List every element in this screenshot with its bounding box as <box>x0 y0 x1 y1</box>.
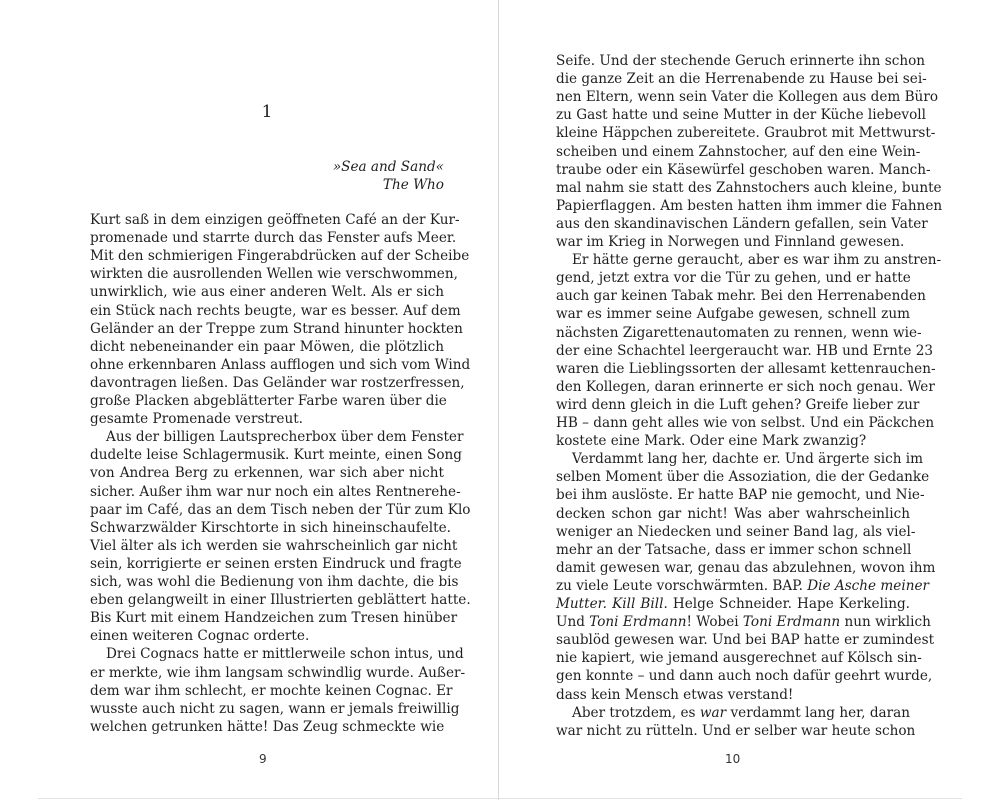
text-line: waren die Lieblingssorten der allesamt kettenrauchen- <box>556 360 936 377</box>
text-line: unwirklich, wie aus einer anderen Welt. Als er sich <box>90 284 444 301</box>
text-line: sicher. Außer ihm war nur noch ein altes Rentnerehe- <box>90 483 461 500</box>
text-line: zu Gast hatte und seine Mutter in der Küche liebevoll <box>556 107 926 124</box>
text-line: aus den skandinavischen Ländern gefallen, sein Vater <box>556 215 928 232</box>
text-line: promenade und starrte durch das Fenster aufs Meer. <box>90 230 457 247</box>
text-line: mal nahm sie statt des Zahnstochers auch kleine, bunte <box>556 179 942 196</box>
right-page <box>501 0 1000 800</box>
text-line: eben gelangweilt in einer Illustrierten geblättert hatte. <box>90 592 471 609</box>
text-line: Verdammt lang her, dachte er. Und ärgerte sich im <box>572 451 924 468</box>
text-line: HB – dann geht alles wie von selbst. Und ein Päckchen <box>556 415 935 431</box>
text-line: große Placken abgeblätterter Farbe waren über die <box>90 393 447 409</box>
text-line: sein, korrigierte er seinen ersten Eindruck und fragte <box>90 555 462 572</box>
text-line: nie kapiert, wie jemand ausgerechnet auf Kölsch sin- <box>556 650 922 667</box>
text-line: Er hätte gerne geraucht, aber es war ihm zu anstren- <box>572 252 942 269</box>
text-line: Aber trotzdem, es war verdammt lang her, daran <box>572 704 910 721</box>
text-line: einen weiteren Cognac orderte. <box>90 628 310 645</box>
text-line: davontragen ließen. Das Geländer war rostzerfressen, <box>90 374 465 391</box>
text-line: wusste auch nicht zu sagen, wann er jemals freiwillig <box>90 700 460 717</box>
text-line: saublöd gewesen war. Und bei BAP hatte er zumindest <box>556 632 935 649</box>
text-line: war es immer seine Aufgabe gewesen, schnell zum <box>556 306 910 323</box>
text-line: war im Krieg in Norwegen und Finnland gewesen. <box>556 234 905 250</box>
epigraph-title: »Sea and Sand« <box>332 159 444 175</box>
text-line: den Kollegen, daran erinnerte er sich noch genau. Wer <box>556 378 935 395</box>
text-line: Kurt saß in dem einzigen geöffneten Café an der Kur- <box>90 212 460 228</box>
text-line: dem war ihm schlecht, er mochte keinen Cognac. Er <box>90 682 453 699</box>
text-line: dicht nebeneinander ein paar Möwen, die plötzlich <box>90 338 444 355</box>
text-line: Aus der billigen Lautsprecherbox über dem Fenster <box>106 429 464 446</box>
page-number-left: 9 <box>259 752 267 766</box>
text-line: kostete eine Mark. Oder eine Mark zwanzig? <box>556 433 867 450</box>
text-line: paar im Café, das an dem Tisch neben der Tür zum Klo <box>90 501 471 518</box>
text-line: ohne erkennbaren Anlass aufflogen und sich vom Wind <box>90 356 471 373</box>
text-line: zu viele Leute vorschwärmten. BAP. Die Asche meiner <box>556 577 929 594</box>
text-line: Und Toni Erdmann! Wobei Toni Erdmann nun wirklich <box>556 614 931 631</box>
text-line: dass kein Mensch etwas verstand! <box>556 686 794 703</box>
page-number-right: 10 <box>725 752 741 766</box>
chapter-number: 1 <box>261 102 273 122</box>
text-line: nen Eltern, wenn sein Vater die Kollegen aus dem Büro <box>556 89 938 106</box>
text-line: nächsten Zigarettenautomaten zu rennen, wenn wie- <box>556 324 922 341</box>
text-line: traube oder ein Käsewürfel geschoben waren. Manch- <box>556 161 931 178</box>
text-line: welchen getrunken hätte! Das Zeug schmeckte wie <box>90 718 445 735</box>
page-gutter <box>498 0 499 800</box>
text-line: bei ihm auslöste. Er hatte BAP nie gemocht, und Nie- <box>556 487 925 504</box>
text-line: ein Stück nach rechts beugte, war es besser. Auf dem <box>90 302 461 319</box>
text-line: gesamte Promenade verstreut. <box>90 411 303 428</box>
text-line: Geländer an der Treppe zum Strand hinunter hockten <box>90 320 463 337</box>
text-line: war nicht zu rütteln. Und er selber war heute schon <box>556 722 916 739</box>
text-line: scheiben und einem Zahnstocher, auf den eine Wein- <box>556 143 921 160</box>
text-line: wird denn gleich in die Luft gehen? Greife lieber zur <box>556 396 920 413</box>
text-line: dudelte leise Schlagermusik. Kurt meinte, einen Song <box>90 447 462 464</box>
text-line: der eine Schachtel leergeraucht war. HB und Ernte 23 <box>556 342 933 359</box>
left-page <box>0 0 498 800</box>
text-line: decken schon gar nicht! Was aber wahrscheinlich <box>556 505 910 522</box>
text-line: gend, jetzt extra vor die Tür zu gehen, und er hatte <box>556 270 911 287</box>
text-line: weniger an Niedecken und seiner Band lag, als viel- <box>556 523 916 540</box>
text-line: Schwarzwälder Kirschtorte in sich hineinschaufelte. <box>90 519 451 536</box>
text-line: wirkten die ausrollenden Wellen wie verschwommen, <box>90 266 458 283</box>
text-line: er merkte, wie ihm langsam schwindlig wurde. Außer- <box>90 664 466 681</box>
text-line: selben Moment über die Assoziation, die der Gedanke <box>556 469 930 486</box>
bottom-rule <box>38 798 962 799</box>
text-line: die ganze Zeit an die Herrenabende zu Hause bei sei- <box>556 71 927 88</box>
text-line: auch gar keinen Tabak mehr. Bei den Herrenabenden <box>556 288 926 305</box>
text-line: Mutter. Kill Bill. Helge Schneider. Hape Kerkeling. <box>556 596 910 612</box>
text-line: Seife. Und der stechende Geruch erinnerte ihn schon <box>556 53 926 69</box>
text-line: von Andrea Berg zu erkennen, war sich aber nicht <box>90 465 444 482</box>
epigraph-author: The Who <box>382 177 444 193</box>
text-line: Mit den schmierigen Fingerabdrücken auf der Scheibe <box>90 248 470 265</box>
text-line: Drei Cognacs hatte er mittlerweile schon intus, und <box>106 646 464 663</box>
text-line: Viel älter als ich werden sie wahrscheinlich gar nicht <box>90 537 458 554</box>
text-line: gen konnte – und dann auch noch dafür geehrt wurde, <box>556 668 933 685</box>
text-line: damit gewesen war, genau das abzulehnen, wovon ihm <box>556 559 936 576</box>
text-line: sich, was wohl die Bedienung von ihm dachte, die bis <box>90 574 459 590</box>
text-line: mehr an der Tatsache, dass er immer schon schnell <box>556 541 912 558</box>
text-line: Bis Kurt mit einem Handzeichen zum Tresen hinüber <box>90 610 458 627</box>
text-line: kleine Häppchen zubereitete. Graubrot mit Mettwurst- <box>556 125 936 142</box>
text-line: Papierflaggen. Am besten hatten ihm immer die Fahnen <box>556 197 943 214</box>
